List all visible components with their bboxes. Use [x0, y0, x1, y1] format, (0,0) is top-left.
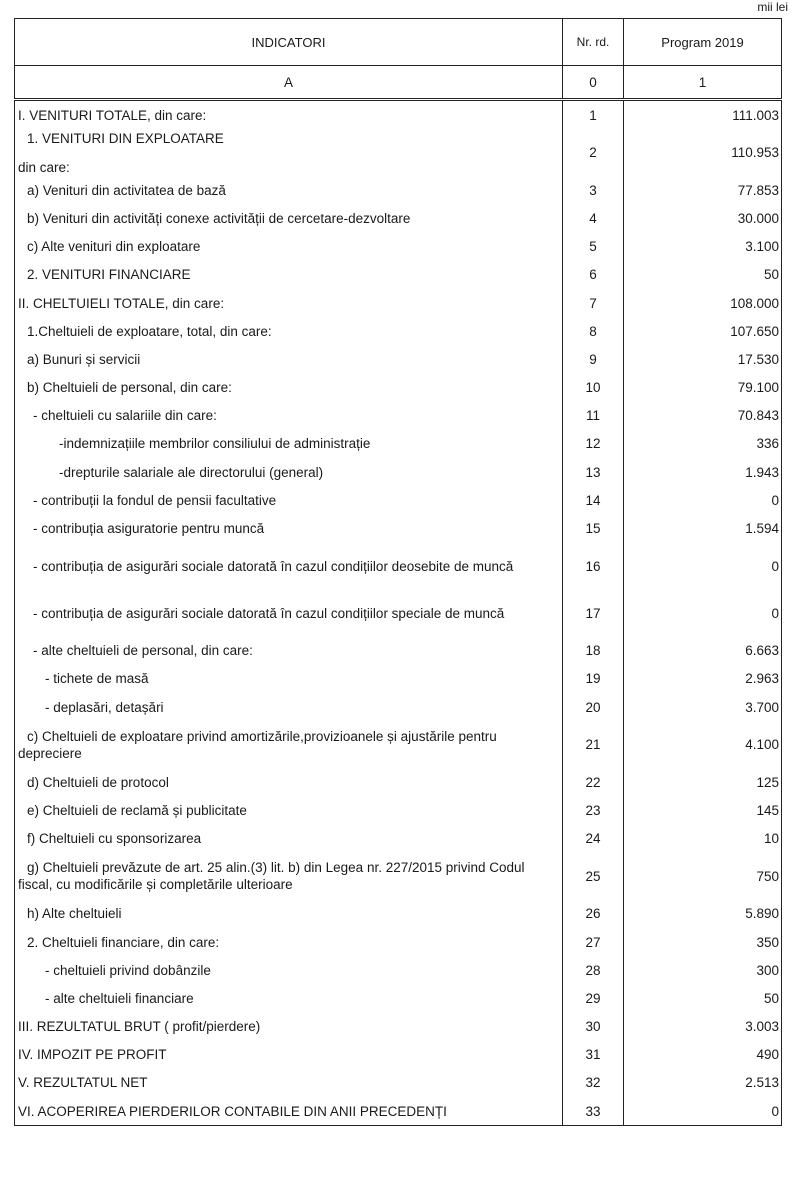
row-number: 23: [563, 796, 624, 824]
row-number: 1: [563, 100, 624, 130]
row-label-text: 2. Cheltuieli financiare, din care:: [27, 934, 220, 950]
row-value: 145: [624, 796, 782, 824]
row-number: 13: [563, 458, 624, 486]
row-value: 50: [624, 261, 782, 289]
row-label-text: e) Cheltuieli de reclamă și publicitate: [27, 802, 247, 818]
table-row: [15, 261, 782, 289]
table-row: [15, 543, 782, 590]
row-label: [15, 261, 563, 289]
table-row: [15, 100, 782, 130]
row-label: [15, 928, 563, 956]
table-row: [15, 1069, 782, 1097]
row-value: 0: [624, 590, 782, 637]
row-number: 16: [563, 543, 624, 590]
header-row: [15, 19, 782, 66]
row-label-text: - cheltuieli privind dobânzile: [45, 962, 211, 978]
row-label-text: -drepturile salariale ale directorului (general): [59, 464, 324, 480]
row-number: 8: [563, 317, 624, 345]
row-label-text: VI. ACOPERIREA PIERDERILOR CONTABILE DIN ANII PRECEDENȚI: [18, 1103, 447, 1119]
table-row: [15, 825, 782, 853]
row-label-text: 2. VENITURI FINANCIARE: [27, 267, 191, 283]
row-number: 11: [563, 402, 624, 430]
row-label-text: - alte cheltuieli de personal, din care:: [33, 643, 253, 659]
row-value: 2.963: [624, 665, 782, 693]
table-row: [15, 176, 782, 204]
row-label: [15, 289, 563, 317]
row-value: 30.000: [624, 204, 782, 232]
table-row: [15, 402, 782, 430]
row-label: [15, 204, 563, 232]
table-row: [15, 374, 782, 402]
table-row: [15, 129, 782, 176]
row-label: [15, 233, 563, 261]
row-label: [15, 984, 563, 1012]
row-value: 6.663: [624, 637, 782, 665]
row-number: 27: [563, 928, 624, 956]
row-label: [15, 637, 563, 665]
table-row: [15, 665, 782, 693]
table-row: [15, 233, 782, 261]
row-value: 17.530: [624, 345, 782, 373]
row-label: [15, 345, 563, 373]
row-label-text: - deplasări, detașări: [45, 699, 164, 715]
row-value: 350: [624, 928, 782, 956]
row-value: 111.003: [624, 100, 782, 130]
row-value: 107.650: [624, 317, 782, 345]
row-label: [15, 1041, 563, 1069]
row-label-text: g) Cheltuieli prevăzute de art. 25 alin.(3) lit. b) din Legea nr. 227/2015 privind Codul fiscal, cu modificările și completările ulterioare: [18, 860, 525, 893]
row-label-text: c) Cheltuieli de exploatare privind amortizările,provizioanele și ajustările pentru depreciere: [18, 728, 497, 761]
row-number: 5: [563, 233, 624, 261]
table-row: [15, 289, 782, 317]
row-label: [15, 1069, 563, 1097]
row-number: 4: [563, 204, 624, 232]
row-value: 50: [624, 984, 782, 1012]
row-value: 0: [624, 1097, 782, 1126]
row-label-text: - contribuția de asigurări sociale datorată în cazul condițiilor deosebite de muncă: [33, 558, 514, 574]
row-label-text: -indemnizațiile membrilor consiliului de administrație: [59, 436, 371, 452]
row-label-text: - tichete de masă: [45, 671, 149, 687]
row-number: 6: [563, 261, 624, 289]
row-number: 22: [563, 768, 624, 796]
row-label-text: - cheltuieli cu salariile din care:: [33, 408, 217, 424]
header-indicators: INDICATORI: [15, 19, 563, 66]
table-row: [15, 900, 782, 928]
table-row: [15, 1013, 782, 1041]
row-label: [15, 768, 563, 796]
row-value: 0: [624, 486, 782, 514]
header-row-number: Nr. rd.: [563, 19, 624, 66]
table-row: [15, 928, 782, 956]
row-label: [15, 374, 563, 402]
row-label: [15, 693, 563, 721]
row-label-subtext: din care:: [18, 159, 70, 175]
row-label: [15, 900, 563, 928]
row-number: 15: [563, 514, 624, 542]
row-value: 0: [624, 543, 782, 590]
row-value: 2.513: [624, 1069, 782, 1097]
table-row: [15, 345, 782, 373]
row-label: [15, 129, 563, 176]
row-label-text: 1. VENITURI DIN EXPLOATARE: [27, 130, 224, 146]
row-value: 336: [624, 430, 782, 458]
row-value: 77.853: [624, 176, 782, 204]
row-label-text: - alte cheltuieli financiare: [45, 990, 194, 1006]
row-number: 9: [563, 345, 624, 373]
row-number: 31: [563, 1041, 624, 1069]
row-label: [15, 956, 563, 984]
row-number: 21: [563, 721, 624, 768]
row-label-text: f) Cheltuieli cu sponsorizarea: [27, 831, 202, 847]
row-number: 12: [563, 430, 624, 458]
row-value: 10: [624, 825, 782, 853]
header-program: Program 2019: [624, 19, 782, 66]
row-number: 30: [563, 1013, 624, 1041]
row-label: [15, 402, 563, 430]
indicator-rows: [15, 100, 782, 1126]
table-row: [15, 693, 782, 721]
budget-table: [14, 18, 782, 1126]
row-label-text: II. CHELTUIELI TOTALE, din care:: [18, 295, 225, 311]
table-row: [15, 514, 782, 542]
table-row: [15, 458, 782, 486]
table-row: [15, 768, 782, 796]
table-row: [15, 430, 782, 458]
table-row: [15, 796, 782, 824]
row-number: 18: [563, 637, 624, 665]
row-value: 1.594: [624, 514, 782, 542]
row-label: [15, 458, 563, 486]
table-row: [15, 1097, 782, 1126]
row-number: 25: [563, 853, 624, 900]
row-label-text: - contribuția de asigurări sociale datorată în cazul condițiilor speciale de muncă: [33, 605, 505, 621]
row-label-text: I. VENITURI TOTALE, din care:: [18, 107, 207, 123]
row-value: 5.890: [624, 900, 782, 928]
table-row: [15, 637, 782, 665]
table-row: [15, 721, 782, 768]
table-row: [15, 317, 782, 345]
row-label-text: - contribuția asiguratorie pentru muncă: [33, 521, 265, 537]
row-number: 20: [563, 693, 624, 721]
row-label-text: a) Venituri din activitatea de bază: [27, 182, 226, 198]
column-letter-1: 1: [624, 66, 782, 100]
row-number: 14: [563, 486, 624, 514]
row-value: 125: [624, 768, 782, 796]
row-label-text: b) Cheltuieli de personal, din care:: [27, 380, 232, 396]
row-label-text: a) Bunuri și servicii: [27, 351, 141, 367]
row-label: [15, 486, 563, 514]
row-label: [15, 853, 563, 900]
table-row: [15, 204, 782, 232]
row-number: 10: [563, 374, 624, 402]
table-row: [15, 853, 782, 900]
row-number: 33: [563, 1097, 624, 1126]
table-row: [15, 956, 782, 984]
row-value: 79.100: [624, 374, 782, 402]
row-value: 3.700: [624, 693, 782, 721]
row-label-text: 1.Cheltuieli de exploatare, total, din care:: [27, 323, 272, 339]
row-label-text: - contribuții la fondul de pensii facultative: [33, 492, 277, 508]
table-row: [15, 486, 782, 514]
row-label: [15, 665, 563, 693]
row-label: [15, 825, 563, 853]
row-label: [15, 543, 563, 590]
row-number: 19: [563, 665, 624, 693]
row-label: [15, 514, 563, 542]
row-number: 24: [563, 825, 624, 853]
row-label-text: d) Cheltuieli de protocol: [27, 774, 169, 790]
row-value: 750: [624, 853, 782, 900]
row-label-text: III. REZULTATUL BRUT ( profit/pierdere): [18, 1019, 261, 1035]
table-row: [15, 590, 782, 637]
row-label-text: b) Venituri din activități conexe activității de cercetare-dezvoltare: [27, 210, 411, 226]
row-label: [15, 317, 563, 345]
row-value: 4.100: [624, 721, 782, 768]
column-letters-row: [15, 66, 782, 100]
row-number: 2: [563, 129, 624, 176]
column-letter-a: A: [15, 66, 563, 100]
row-label: [15, 100, 563, 130]
row-label: [15, 721, 563, 768]
row-label-text: c) Alte venituri din exploatare: [27, 239, 201, 255]
row-number: 26: [563, 900, 624, 928]
row-value: 3.100: [624, 233, 782, 261]
row-number: 7: [563, 289, 624, 317]
row-label-text: V. REZULTATUL NET: [18, 1075, 148, 1091]
unit-label: mii lei: [757, 0, 788, 14]
row-label: [15, 430, 563, 458]
row-label: [15, 176, 563, 204]
column-letter-0: 0: [563, 66, 624, 100]
row-label: [15, 1097, 563, 1126]
row-value: 300: [624, 956, 782, 984]
row-value: 490: [624, 1041, 782, 1069]
row-label: [15, 1013, 563, 1041]
row-value: 70.843: [624, 402, 782, 430]
row-number: 32: [563, 1069, 624, 1097]
row-value: 110.953: [624, 129, 782, 176]
row-label: [15, 590, 563, 637]
row-value: 108.000: [624, 289, 782, 317]
table-row: [15, 1041, 782, 1069]
row-number: 28: [563, 956, 624, 984]
row-value: 3.003: [624, 1013, 782, 1041]
row-number: 29: [563, 984, 624, 1012]
row-number: 3: [563, 176, 624, 204]
row-label: [15, 796, 563, 824]
row-label-text: h) Alte cheltuieli: [27, 906, 122, 922]
row-value: 1.943: [624, 458, 782, 486]
table-row: [15, 984, 782, 1012]
row-label-text: IV. IMPOZIT PE PROFIT: [18, 1047, 167, 1063]
row-number: 17: [563, 590, 624, 637]
